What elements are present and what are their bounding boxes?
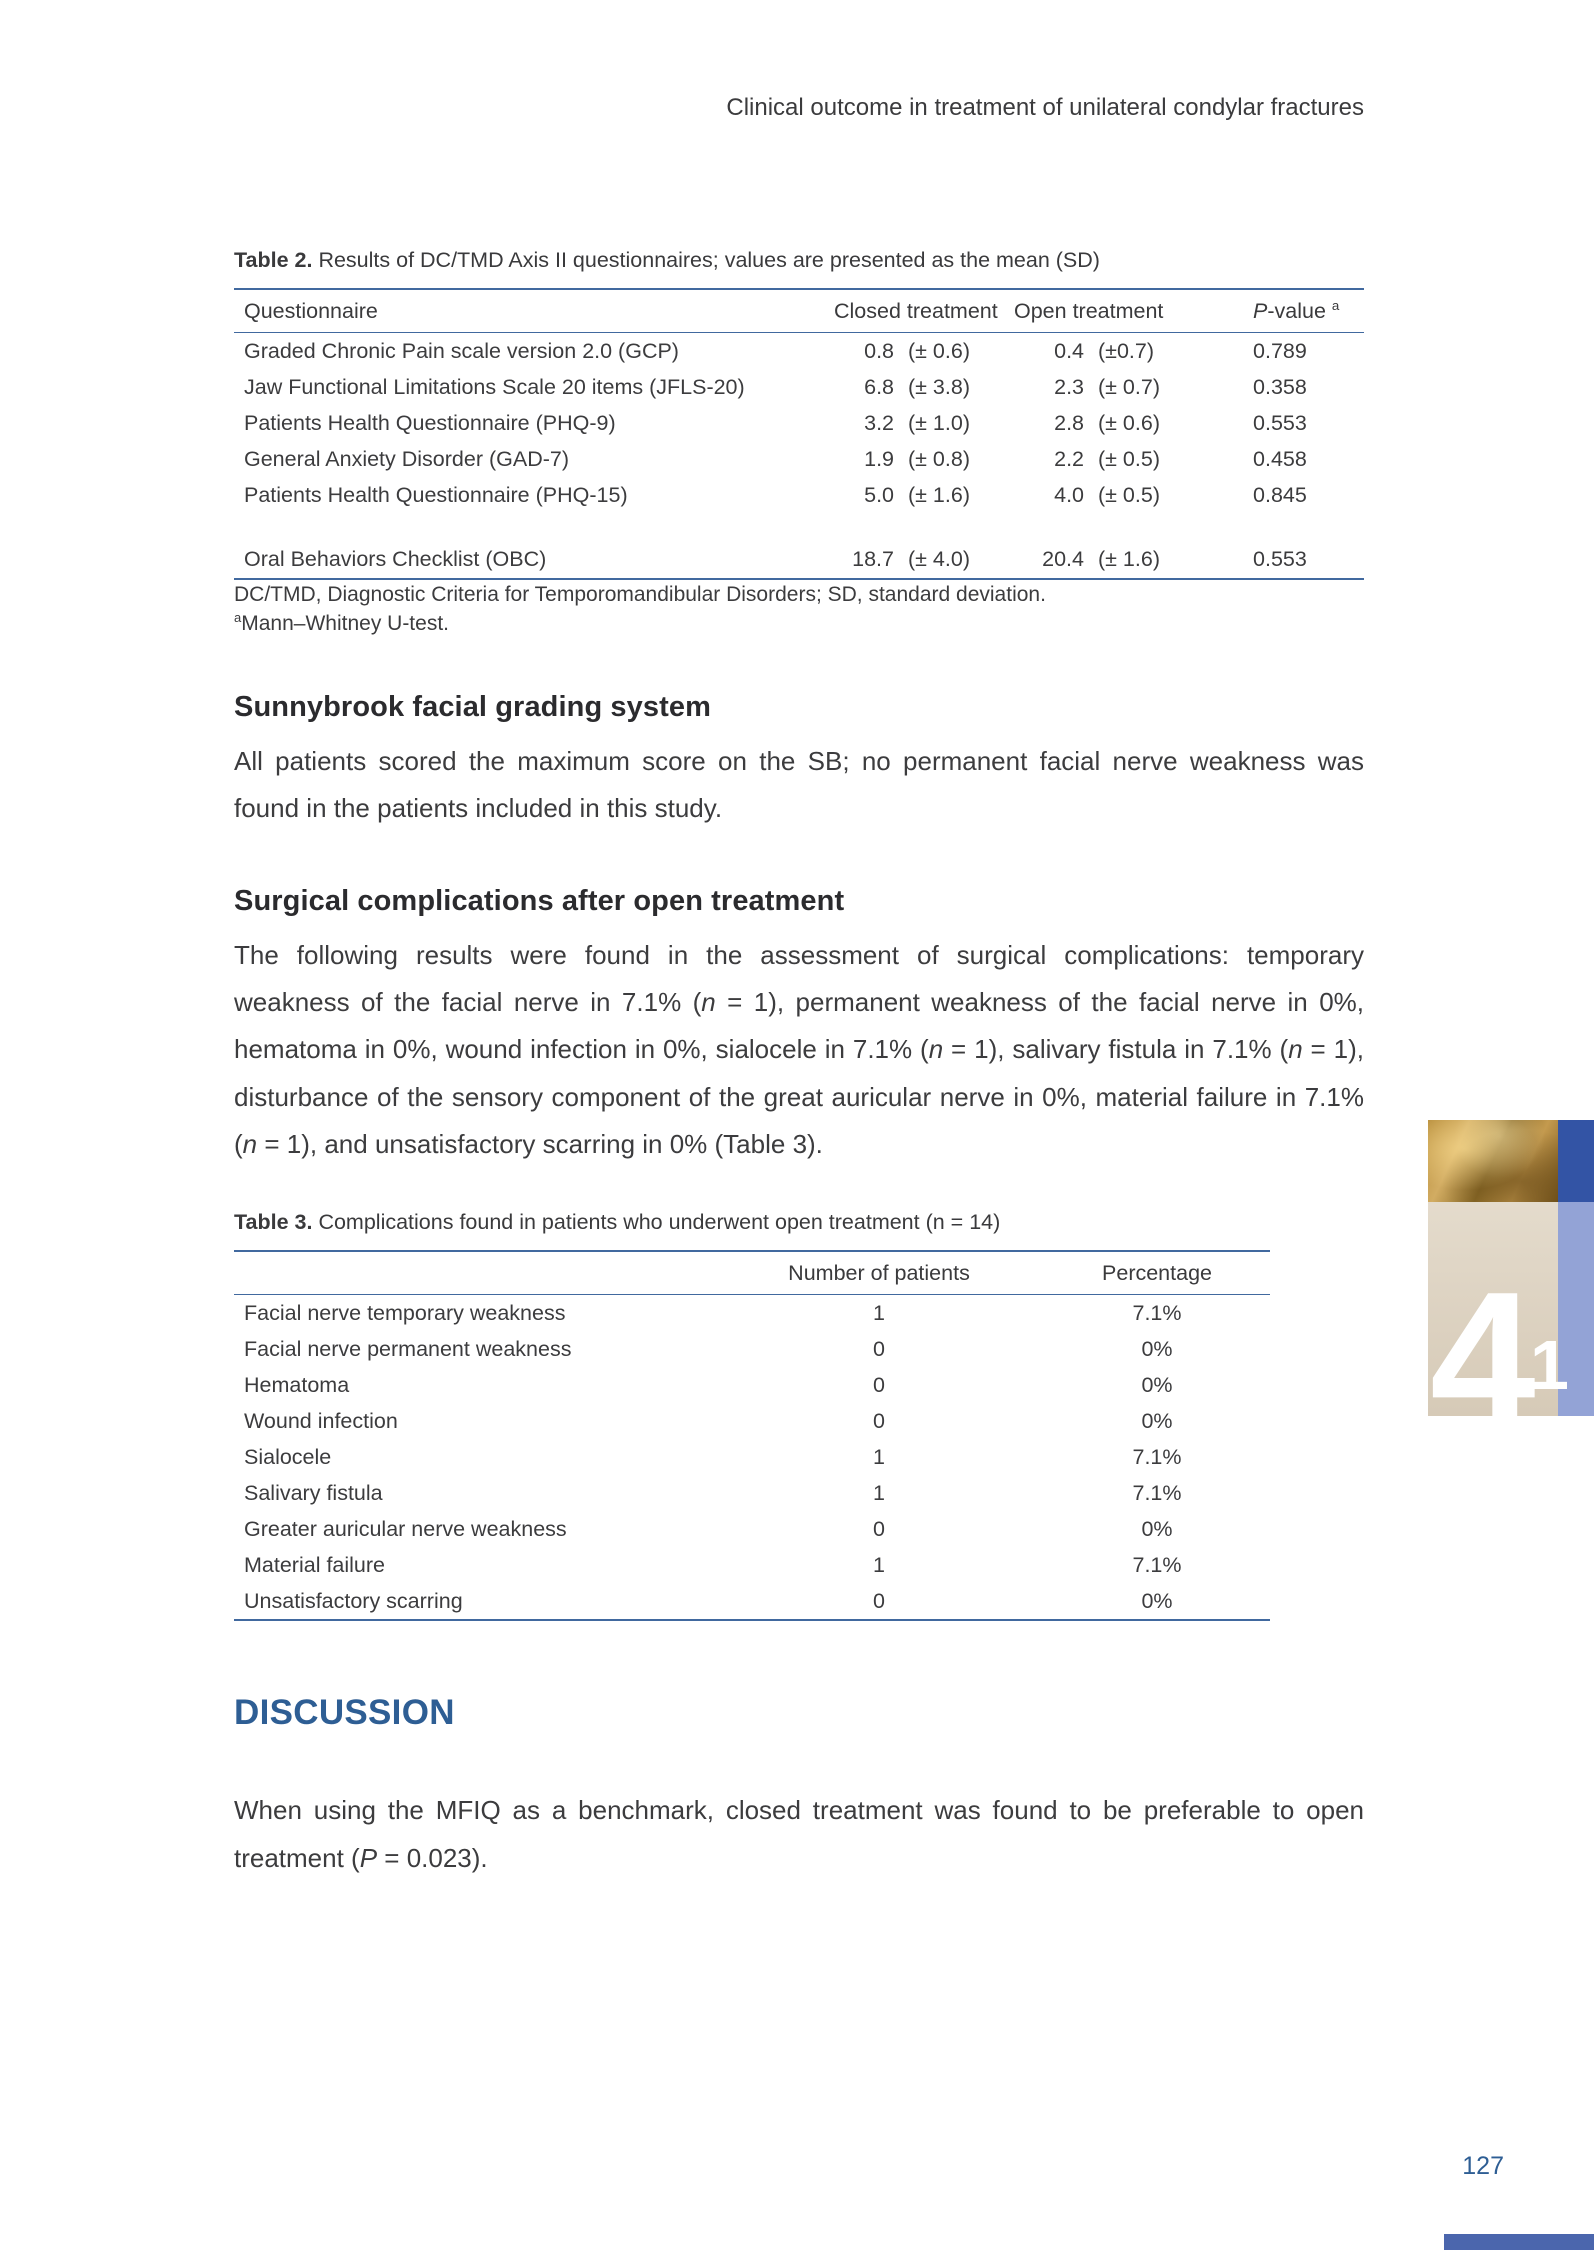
table2-cell-questionnaire: Patients Health Questionnaire (PHQ-9) xyxy=(244,410,616,435)
table2-header-row xyxy=(234,289,1364,333)
table2 xyxy=(234,288,1364,580)
table2-cell-closed-sd: (± 1.6) xyxy=(908,482,970,507)
table3-cell-complication: Facial nerve permanent weakness xyxy=(244,1336,572,1361)
table2-cell-open-sd: (±0.7) xyxy=(1098,338,1155,363)
table3-row xyxy=(234,1583,1270,1620)
table2-caption: Table 2. Results of DC/TMD Axis II questionnaires; values are presented as the mean (SD) xyxy=(234,248,1100,272)
table3-cell-number: 0 xyxy=(873,1408,885,1433)
table2-cell-open-mean: 2.3 xyxy=(1054,374,1084,399)
table2-cell-closed-mean: 0.8 xyxy=(864,338,894,363)
table2-cell-open-mean: 0.4 xyxy=(1054,338,1084,363)
chapter-number: 4 xyxy=(1430,1253,1536,1465)
table3-cell-complication: Facial nerve temporary weakness xyxy=(244,1300,566,1325)
table3-header-row xyxy=(234,1251,1270,1295)
table3-cell-complication: Unsatisfactory scarring xyxy=(244,1588,463,1613)
table3-header-number-of-patients: Number of patients xyxy=(714,1251,1044,1295)
table3-row xyxy=(234,1439,1270,1475)
table2-cell-pvalue: 0.553 xyxy=(1253,547,1307,572)
table3-cell-number: 0 xyxy=(873,1336,885,1361)
table2-cell-closed-sd: (± 0.6) xyxy=(908,338,970,363)
section-heading-surgical-complications: Surgical complications after open treatment xyxy=(234,884,845,917)
table3-cell-number: 1 xyxy=(873,1480,885,1505)
table2-cell-questionnaire: Graded Chronic Pain scale version 2.0 (GCP) xyxy=(244,338,679,363)
table3-cell-number: 0 xyxy=(873,1516,885,1541)
table2-cell-closed-sd: (± 1.0) xyxy=(908,410,970,435)
table2-cell-open-sd: (± 0.5) xyxy=(1098,482,1160,507)
table2-cell-closed-mean: 18.7 xyxy=(852,547,894,572)
table2-row xyxy=(234,513,1364,579)
table3-row xyxy=(234,1547,1270,1583)
table2-cell-closed-sd: (± 4.0) xyxy=(908,547,970,572)
table3-cell-percentage: 7.1% xyxy=(1132,1444,1182,1469)
table2-cell-closed-sd: (± 3.8) xyxy=(908,374,970,399)
table3-row xyxy=(234,1511,1270,1547)
table2-cell-open-mean: 2.8 xyxy=(1054,410,1084,435)
table2-row xyxy=(234,405,1364,441)
running-head: Clinical outcome in treatment of unilateral condylar fractures xyxy=(726,94,1364,121)
chapter-tab-number-panel xyxy=(1428,1202,1569,1465)
table3-cell-percentage: 0% xyxy=(1141,1588,1173,1613)
chapter-tab-blue-square xyxy=(1558,1120,1594,1202)
table3-header-complication xyxy=(234,1251,714,1295)
table2-row xyxy=(234,333,1364,370)
table3-cell-complication: Hematoma xyxy=(244,1372,350,1397)
chapter-tab-gold-image xyxy=(1428,1120,1558,1202)
table3-cell-percentage: 7.1% xyxy=(1132,1300,1182,1325)
chapter-tab xyxy=(1428,1120,1594,1465)
table3-cell-number: 1 xyxy=(873,1444,885,1469)
table2-cell-pvalue: 0.358 xyxy=(1253,374,1307,399)
section-heading-sunnybrook: Sunnybrook facial grading system xyxy=(234,691,711,724)
table2-cell-open-mean: 4.0 xyxy=(1054,482,1084,507)
table3-caption: Table 3. Complications found in patients who underwent open treatment (n = 14) xyxy=(234,1210,1001,1235)
table3-cell-percentage: 7.1% xyxy=(1132,1480,1182,1505)
table3-cell-complication: Wound infection xyxy=(244,1408,398,1433)
table2-cell-pvalue: 0.789 xyxy=(1253,338,1307,363)
table2-header-closed-treatment: Closed treatment xyxy=(834,289,1014,333)
table3-row xyxy=(234,1367,1270,1403)
table3 xyxy=(234,1250,1270,1621)
table2-cell-open-mean: 2.2 xyxy=(1054,446,1084,471)
table3-cell-complication: Salivary fistula xyxy=(244,1480,383,1505)
table2-cell-pvalue: 0.845 xyxy=(1253,482,1307,507)
table2-cell-open-sd: (± 0.7) xyxy=(1098,374,1160,399)
table2-row xyxy=(234,369,1364,405)
paragraph-discussion: When using the MFIQ as a benchmark, closed treatment was found to be preferable to open treatment (P = 0.023). xyxy=(234,1795,1364,1873)
table2-cell-open-mean: 20.4 xyxy=(1042,547,1084,572)
table2-footnote-abbreviations: DC/TMD, Diagnostic Criteria for Temporomandibular Disorders; SD, standard deviation. xyxy=(234,582,1046,606)
table2-cell-closed-sd: (± 0.8) xyxy=(908,446,970,471)
table2-cell-closed-mean: 1.9 xyxy=(864,446,894,471)
table2-cell-questionnaire: General Anxiety Disorder (GAD-7) xyxy=(244,446,569,471)
table2-cell-pvalue: 0.553 xyxy=(1253,410,1307,435)
table2-cell-open-sd: (± 0.5) xyxy=(1098,446,1160,471)
table3-cell-number: 1 xyxy=(873,1300,885,1325)
table3-cell-number: 0 xyxy=(873,1588,885,1613)
paragraph-surgical-complications: The following results were found in the assessment of surgical complications: temporary weakness of the facial nerve in 7.1% (n = 1), permanent weakness of the facial nerve in 0%, hematoma in 0%, wound infection in 0%, sialocele in 7.1% (n = 1), salivary fistula in 7.1% (n = 1), disturbance of the sensory component of the great auricular nerve in 0%, material failure in 7.1% (n = 1), and unsatisfactory scarring in 0% (Table 3). xyxy=(234,939,1364,1160)
table2-cell-questionnaire: Patients Health Questionnaire (PHQ-15) xyxy=(244,482,628,507)
table3-cell-complication: Greater auricular nerve weakness xyxy=(244,1516,567,1541)
section-heading-discussion: DISCUSSION xyxy=(234,1693,455,1733)
table2-cell-closed-mean: 3.2 xyxy=(864,410,894,435)
table3-cell-percentage: 0% xyxy=(1141,1516,1173,1541)
table3-row xyxy=(234,1475,1270,1511)
table2-cell-closed-mean: 6.8 xyxy=(864,374,894,399)
table3-header-percentage: Percentage xyxy=(1044,1251,1270,1295)
table3-row xyxy=(234,1331,1270,1367)
bottom-corner-bar xyxy=(1444,2234,1594,2250)
table2-header-open-treatment: Open treatment xyxy=(1014,289,1209,333)
table2-cell-open-sd: (± 1.6) xyxy=(1098,547,1160,572)
table3-row xyxy=(234,1295,1270,1332)
table3-cell-number: 0 xyxy=(873,1372,885,1397)
table2-row xyxy=(234,477,1364,513)
table2-cell-questionnaire: Oral Behaviors Checklist (OBC) xyxy=(244,547,547,572)
table3-cell-complication: Material failure xyxy=(244,1552,385,1577)
table2-cell-open-sd: (± 0.6) xyxy=(1098,410,1160,435)
table2-cell-closed-mean: 5.0 xyxy=(864,482,894,507)
table2-header-pvalue: P-value $^a$ xyxy=(1209,289,1364,333)
table2-cell-questionnaire: Jaw Functional Limitations Scale 20 items (JFLS-20) xyxy=(244,374,745,399)
table3-cell-number: 1 xyxy=(873,1552,885,1577)
table3-cell-percentage: 7.1% xyxy=(1132,1552,1182,1577)
table3-cell-percentage: 0% xyxy=(1141,1336,1173,1361)
table3-cell-complication: Sialocele xyxy=(244,1444,332,1469)
table3-cell-percentage: 0% xyxy=(1141,1372,1173,1397)
table2-header-questionnaire: Questionnaire xyxy=(234,289,834,333)
table2-footnote-test: $^a$Mann–Whitney U-test. xyxy=(234,610,449,636)
page-number: 127 xyxy=(1462,2152,1504,2180)
table2-cell-pvalue: 0.458 xyxy=(1253,446,1307,471)
table2-row xyxy=(234,441,1364,477)
table3-row xyxy=(234,1403,1270,1439)
chapter-tab-left xyxy=(1428,1120,1569,1465)
paragraph-sunnybrook: All patients scored the maximum score on the SB; no permanent facial nerve weakness was found in the patients included in this study. xyxy=(234,746,1364,824)
chapter-subnumber: 1 xyxy=(1530,1326,1569,1404)
table3-cell-percentage: 0% xyxy=(1141,1408,1173,1433)
page-content xyxy=(234,246,1364,1882)
